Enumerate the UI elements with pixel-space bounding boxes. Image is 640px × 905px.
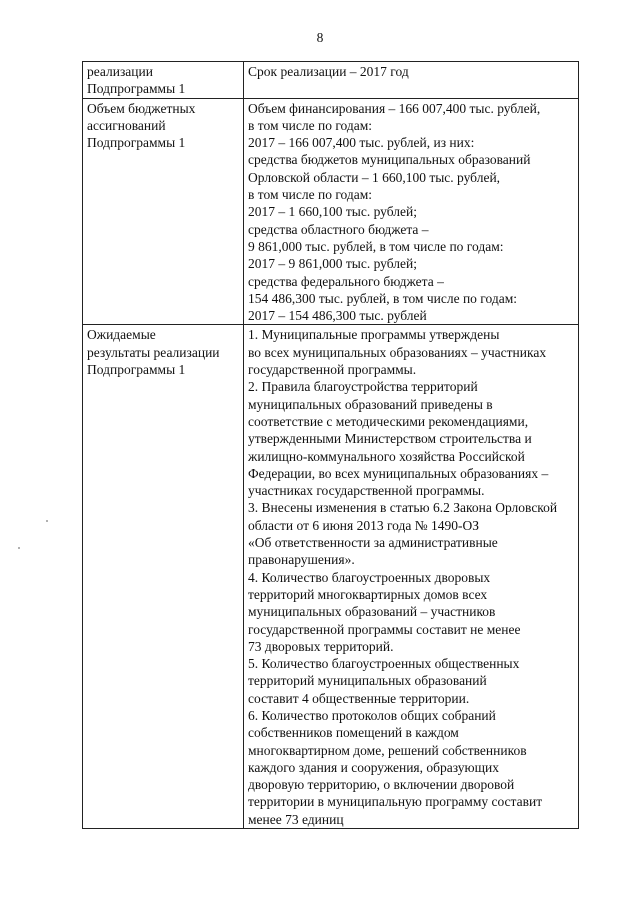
row-value-line: участниках государственной программы.: [248, 483, 485, 499]
row-label-line: результаты реализации: [87, 344, 220, 360]
row-value-line: средства бюджетов муниципальных образований: [248, 152, 531, 168]
row-label-line: реализации: [87, 64, 153, 79]
row-value-line: в том числе по годам:: [248, 117, 373, 133]
row-value-line: собственников помещений в каждом: [248, 725, 459, 741]
row-value-line: 73 дворовых территорий.: [248, 638, 394, 654]
row-label-cell: [83, 98, 244, 325]
row-value-line: 4. Количество благоустроенных дворовых: [248, 569, 491, 585]
row-value-line: территорий многоквартирных домов всех: [248, 586, 488, 602]
row-value-line: области от 6 июня 2013 года № 1490-ОЗ: [248, 517, 480, 533]
table-row: [83, 325, 579, 829]
table-row: [83, 98, 579, 325]
row-value-cell: [244, 98, 579, 325]
row-value-line: муниципальных образований приведены в: [248, 396, 493, 412]
row-value-line: менее 73 единиц: [248, 811, 344, 827]
row-value-line: средства областного бюджета –: [248, 221, 429, 237]
row-value-line: 2017 – 1 660,100 тыс. рублей;: [248, 204, 417, 220]
row-label-line: Объем бюджетных: [87, 100, 196, 116]
row-label-line: Подпрограммы 1: [87, 135, 186, 151]
row-value-line: в том числе по годам:: [248, 187, 373, 203]
row-value-line: территорий муниципальных образований: [248, 673, 487, 689]
row-value-line: 2017 – 154 486,300 тыс. рублей: [248, 308, 427, 324]
row-value-line: средства федерального бюджета –: [248, 273, 444, 289]
row-value-line: 9 861,000 тыс. рублей, в том числе по годам:: [248, 238, 504, 254]
table-row: [83, 62, 579, 99]
row-value-line: государственной программы составит не менее: [248, 621, 521, 637]
scan-speck: [18, 547, 20, 549]
passport-table: [82, 61, 579, 829]
row-value-line: дворовую территорию, о включении дворовой: [248, 777, 515, 793]
row-value-line: правонарушения».: [248, 552, 355, 568]
row-label-cell: [83, 62, 244, 99]
row-value-line: 154 486,300 тыс. рублей, в том числе по годам:: [248, 290, 518, 306]
row-value-line: Объем финансирования – 166 007,400 тыс. рублей,: [248, 100, 541, 116]
row-value-line: 2017 – 166 007,400 тыс. рублей, из них:: [248, 135, 475, 151]
row-value-line: 2. Правила благоустройства территорий: [248, 379, 478, 395]
row-value-line: «Об ответственности за административные: [248, 535, 498, 551]
row-value-cell: [244, 325, 579, 829]
row-value-line: жилищно-коммунального хозяйства Российской: [248, 448, 525, 464]
row-value-line: 2017 – 9 861,000 тыс. рублей;: [248, 256, 417, 272]
row-label-line: ассигнований: [87, 117, 166, 133]
row-value-line: каждого здания и сооружения, образующих: [248, 759, 500, 775]
row-value-line: Срок реализации – 2017 год: [248, 64, 409, 79]
row-value-line: муниципальных образований – участников: [248, 604, 496, 620]
row-value-line: составит 4 общественные территории.: [248, 690, 470, 706]
row-value-line: 5. Количество благоустроенных общественных: [248, 656, 520, 672]
row-label-cell: [83, 325, 244, 829]
scan-speck: [46, 520, 48, 522]
row-value-line: государственной программы.: [248, 362, 417, 378]
row-value-line: утвержденными Министерством строительства и: [248, 431, 532, 447]
row-value-line: соответствие с методическими рекомендациями,: [248, 413, 529, 429]
row-value-line: во всех муниципальных образованиях – участниках: [248, 344, 547, 360]
row-label-line: Подпрограммы 1: [87, 81, 186, 97]
row-value-line: территории в муниципальную программу составит: [248, 794, 543, 810]
row-value-line: 6. Количество протоколов общих собраний: [248, 707, 496, 723]
row-value-line: Орловской области – 1 660,100 тыс. рублей,: [248, 169, 501, 185]
page-number: 8: [316, 30, 324, 45]
row-value-line: 1. Муниципальные программы утверждены: [248, 327, 500, 343]
row-label-line: Подпрограммы 1: [87, 362, 186, 378]
row-label-line: Ожидаемые: [87, 327, 156, 343]
row-value-line: Федерации, во всех муниципальных образованиях –: [248, 465, 549, 481]
row-value-line: 3. Внесены изменения в статью 6.2 Закона Орловской: [248, 500, 558, 516]
row-value-cell: [244, 62, 579, 99]
row-value-line: многоквартирном доме, решений собственников: [248, 742, 527, 758]
